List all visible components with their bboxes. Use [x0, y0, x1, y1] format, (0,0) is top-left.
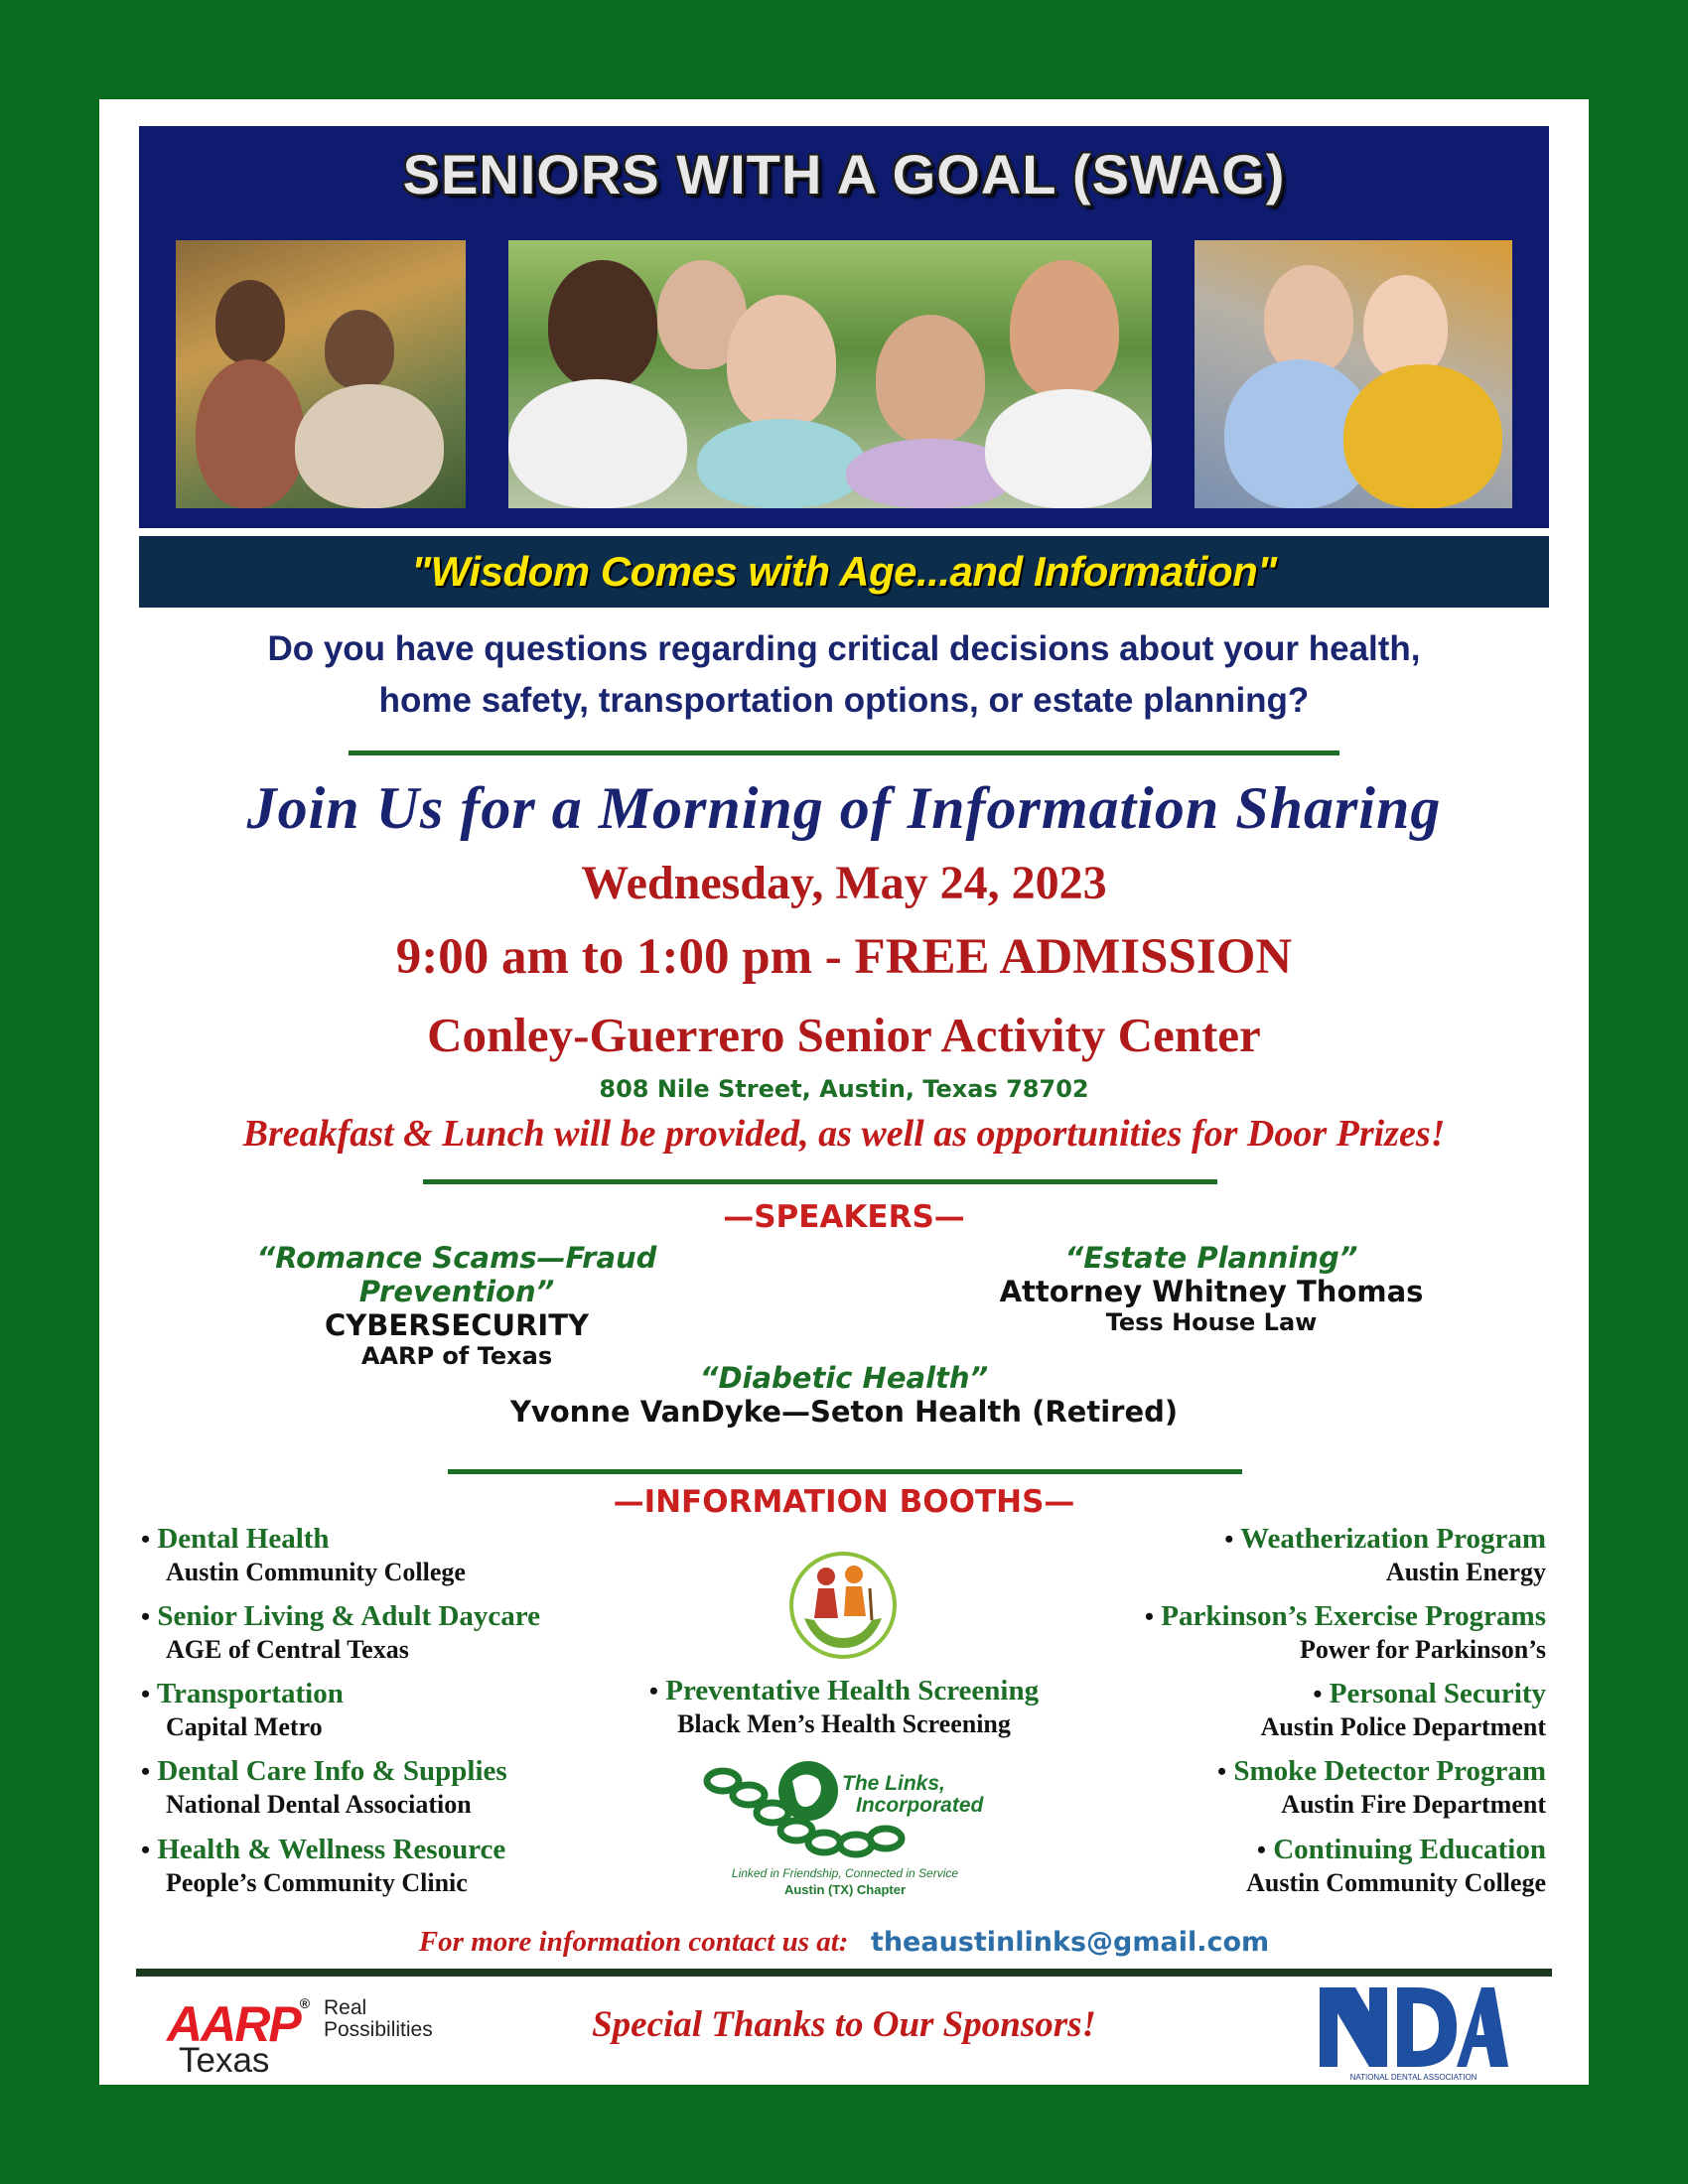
- footer-divider: [136, 1969, 1552, 1977]
- links-name-line-2: Incorporated: [856, 1794, 984, 1817]
- speaker-diabetic-health: [397, 1361, 1291, 1429]
- aarp-tagline-line-1: Real: [324, 1996, 367, 2019]
- booth-org: Austin Community College: [1246, 1868, 1546, 1897]
- divider: [349, 751, 1339, 755]
- booth-org: Capital Metro: [166, 1712, 323, 1741]
- bullet: •: [1313, 1680, 1323, 1708]
- booth-parkinsons: [1145, 1599, 1546, 1666]
- booth-org: Black Men’s Health Screening: [677, 1709, 1011, 1738]
- booth-title: Senior Living & Adult Daycare: [157, 1600, 540, 1632]
- booth-health-wellness: [141, 1833, 505, 1899]
- links-inc-logo: [701, 1759, 989, 1908]
- booth-title: Transportation: [156, 1678, 344, 1709]
- speaker-topic: “Romance Scams—Fraud Prevention”: [256, 1241, 657, 1308]
- booth-smoke-detector: [1217, 1754, 1546, 1821]
- booth-title: Smoke Detector Program: [1233, 1755, 1546, 1787]
- booth-title: Dental Care Info & Supplies: [157, 1755, 507, 1787]
- booth-continuing-education: [1246, 1833, 1546, 1899]
- speaker-topic: “Diabetic Health”: [699, 1361, 989, 1395]
- divider: [423, 1179, 1217, 1184]
- contact-line: [99, 1926, 1589, 1959]
- contact-label: For more information contact us at:: [418, 1926, 849, 1958]
- tagline-bar: [139, 536, 1549, 608]
- photo-group-of-seniors: [508, 240, 1152, 508]
- bullet: •: [1217, 1757, 1227, 1786]
- booth-personal-security: [1261, 1677, 1546, 1743]
- speakers-heading: —SPEAKERS—: [723, 1199, 965, 1235]
- bullet: •: [141, 1525, 151, 1554]
- booth-org: People’s Community Clinic: [166, 1868, 468, 1897]
- booth-title: Weatherization Program: [1240, 1523, 1546, 1555]
- photo-seniors-with-phone: [1195, 240, 1512, 508]
- photo-caregiver-with-senior: [176, 240, 466, 508]
- booth-preventative-screening: [616, 1674, 1072, 1740]
- flyer-title: SENIORS WITH A GOAL (SWAG): [402, 143, 1286, 205]
- event-time: 9:00 am to 1:00 pm - FREE ADMISSION: [395, 929, 1293, 985]
- bullet: •: [141, 1680, 151, 1708]
- booth-org: AGE of Central Texas: [166, 1635, 409, 1664]
- booth-org: National Dental Association: [166, 1790, 472, 1819]
- booth-org: Austin Fire Department: [1281, 1790, 1546, 1819]
- links-name-line-1: The Links,: [842, 1772, 945, 1795]
- speaker-org: Tess House Law: [1105, 1308, 1318, 1336]
- senior-care-logo: [786, 1549, 901, 1663]
- speaker-estate-planning: [914, 1241, 1509, 1336]
- bullet: •: [141, 1757, 151, 1786]
- aarp-registered-mark: ®: [299, 1995, 309, 2011]
- bullet: •: [1144, 1602, 1155, 1631]
- event-date: Wednesday, May 24, 2023: [581, 857, 1107, 909]
- booth-title: Personal Security: [1329, 1678, 1546, 1709]
- aarp-state: Texas: [179, 2041, 270, 2080]
- links-tagline: Linked in Friendship, Connected in Service: [731, 1866, 959, 1880]
- intro-line-1: Do you have questions regarding critical decisions about your health,: [267, 629, 1421, 668]
- booth-org: Power for Parkinson’s: [1300, 1635, 1546, 1664]
- tagline: "Wisdom Comes with Age...and Information": [411, 548, 1277, 595]
- header-banner: [139, 126, 1549, 528]
- sponsor-thanks: Special Thanks to Our Sponsors!: [592, 2004, 1096, 2045]
- booth-senior-living: [141, 1599, 540, 1666]
- aarp-tagline-line-2: Possibilities: [324, 2018, 433, 2041]
- speaker-topic: “Estate Planning”: [1064, 1241, 1358, 1275]
- speaker-name: CYBERSECURITY: [325, 1308, 589, 1342]
- speaker-org: AARP of Texas: [360, 1342, 553, 1370]
- bullet: •: [648, 1677, 658, 1706]
- links-name: [842, 1773, 983, 1817]
- event-venue: Conley-Guerrero Senior Activity Center: [427, 1008, 1261, 1062]
- booth-org: Austin Police Department: [1260, 1712, 1546, 1741]
- booths-heading: —INFORMATION BOOTHS—: [613, 1484, 1075, 1520]
- meals-note: Breakfast & Lunch will be provided, as well as opportunities for Door Prizes!: [242, 1113, 1446, 1155]
- nda-logo: [1318, 1983, 1509, 2083]
- booth-dental-care: [141, 1754, 507, 1821]
- booth-title: Preventative Health Screening: [665, 1675, 1040, 1706]
- booth-title: Health & Wellness Resource: [157, 1834, 506, 1865]
- divider: [448, 1469, 1242, 1474]
- booth-title: Dental Health: [157, 1523, 330, 1555]
- speaker-name: Yvonne VanDyke—Seton Health (Retired): [509, 1395, 1179, 1429]
- booth-org: Austin Community College: [166, 1558, 466, 1586]
- event-headline: Join Us for a Morning of Information Sharing: [246, 775, 1442, 841]
- booth-weatherization: [1224, 1522, 1546, 1588]
- nda-caption: NATIONAL DENTAL ASSOCIATION: [1349, 2073, 1477, 2082]
- intro-line-2: home safety, transportation options, or estate planning?: [378, 681, 1310, 720]
- booth-title: Parkinson’s Exercise Programs: [1161, 1600, 1546, 1632]
- booth-title: Continuing Education: [1273, 1834, 1546, 1865]
- bullet: •: [141, 1836, 151, 1864]
- links-chapter: Austin (TX) Chapter: [783, 1882, 907, 1897]
- speaker-name: Attorney Whitney Thomas: [999, 1275, 1424, 1308]
- booth-org: Austin Energy: [1385, 1558, 1546, 1586]
- bullet: •: [1256, 1836, 1266, 1864]
- booth-transportation: [141, 1677, 344, 1743]
- intro-question: [99, 623, 1589, 727]
- flyer-page: [99, 99, 1589, 2085]
- speaker-romance-scams: [159, 1241, 755, 1370]
- booth-dental-health: [141, 1522, 466, 1588]
- bullet: •: [1224, 1525, 1234, 1554]
- event-address: 808 Nile Street, Austin, Texas 78702: [599, 1075, 1089, 1103]
- bullet: •: [141, 1602, 151, 1631]
- contact-email-link[interactable]: theaustinlinks@gmail.com: [870, 1927, 1270, 1958]
- aarp-word: AARP: [167, 1996, 300, 2052]
